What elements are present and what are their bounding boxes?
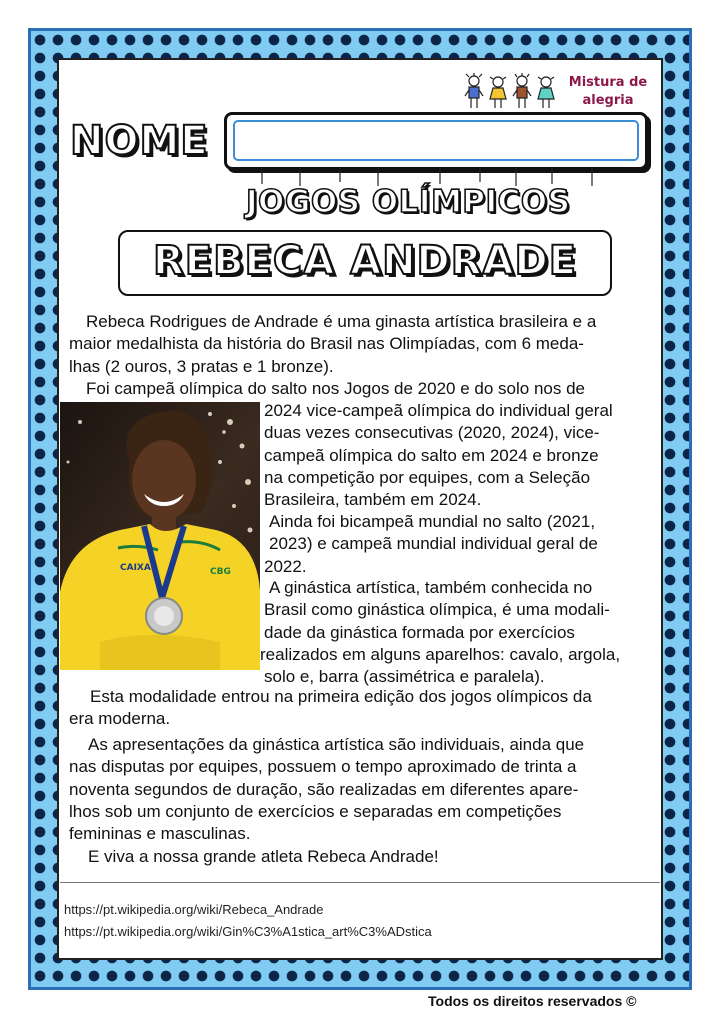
text-line: nas disputas por equipes, possuem o tempo aproximado de trinta a — [69, 757, 577, 777]
text-line: campeã olímpica do salto em 2024 e bronze — [264, 445, 599, 465]
event-title: JOGOS OLÍMPICOS — [246, 184, 571, 220]
text-line: E viva a nossa grande atleta Rebeca Andrade! — [88, 847, 439, 866]
kids-logo-icon — [460, 72, 560, 112]
athlete-title: REBECA ANDRADE — [152, 238, 578, 284]
text-line: lhas (2 ouros, 3 pratas e 1 bronze). — [69, 356, 334, 376]
name-label: NOME — [70, 118, 209, 164]
brand-logo — [458, 72, 658, 112]
athlete-portrait-image — [60, 402, 260, 670]
text-line: femininas e masculinas. — [69, 824, 251, 844]
brand-line-2: alegria — [582, 93, 634, 108]
text-line: realizados em alguns aparelhos: cavalo, argola, — [260, 644, 621, 664]
jersey-federation-text: CBG — [210, 567, 231, 577]
text-line: 2024 vice-campeã olímpica do individual geral — [264, 401, 613, 420]
paragraph-achievements-cont — [264, 400, 662, 511]
text-line: 2023) e campeã mundial individual geral de — [269, 534, 598, 554]
sources-divider — [60, 882, 660, 883]
text-line: maior medalhista da história do Brasil nas Olimpíadas, com 6 meda- — [69, 334, 584, 354]
brand-line-1: Mistura de — [568, 75, 648, 90]
text-line: era moderna. — [69, 709, 171, 729]
text-line: duas vezes consecutivas (2020, 2024), vice- — [264, 423, 600, 443]
text-line: Rebeca Rodrigues de Andrade é uma ginasta artística brasileira e a — [86, 312, 597, 331]
name-field-inner[interactable] — [233, 120, 639, 161]
copyright-notice: Todos os direitos reservados © — [428, 993, 637, 1009]
title-banner — [118, 230, 612, 296]
text-line: na competição por equipes, com a Seleção — [264, 467, 591, 487]
athlete-photo — [60, 402, 260, 670]
paragraph-intro — [69, 311, 659, 378]
source-link-gymnastics[interactable]: https://pt.wikipedia.org/wiki/Gin%C3%A1stica_art%C3%ADstica — [64, 924, 432, 939]
text-line: Brasil como ginástica olímpica, é uma modali- — [264, 600, 610, 620]
text-line: Esta modalidade entrou na primeira edição dos jogos olímpicos da — [90, 687, 592, 706]
paragraph-world-titles — [264, 511, 662, 578]
name-field[interactable] — [224, 112, 648, 170]
text-line: solo e, barra (assimétrica e paralela). — [264, 667, 545, 687]
paragraph-presentations — [69, 734, 659, 845]
jersey-sponsor-text: CAIXA — [120, 563, 151, 573]
paragraph-closing — [69, 846, 659, 868]
text-line: A ginástica artística, também conhecida no — [269, 578, 593, 597]
paragraph-gymnastics — [260, 577, 662, 688]
text-line: As apresentações da ginástica artística são individuais, ainda que — [88, 735, 585, 754]
text-line: lhos sob um conjunto de exercícios e separadas em competições — [69, 801, 562, 821]
text-line: 2022. — [264, 556, 307, 576]
text-line: noventa segundos de duração, são realizadas em diferentes apare- — [69, 779, 579, 799]
text-line: Foi campeã olímpica do salto nos Jogos de 2020 e do solo nos de — [86, 379, 585, 398]
text-line: Brasileira, também em 2024. — [264, 490, 482, 510]
source-link-rebeca[interactable]: https://pt.wikipedia.org/wiki/Rebeca_Andrade — [64, 902, 324, 917]
paragraph-history — [69, 686, 659, 731]
text-line: Ainda foi bicampeã mundial no salto (2021, — [269, 512, 596, 531]
paragraph-achievements — [69, 378, 659, 400]
text-line: dade da ginástica formada por exercícios — [264, 622, 575, 642]
brand-name — [558, 74, 658, 110]
